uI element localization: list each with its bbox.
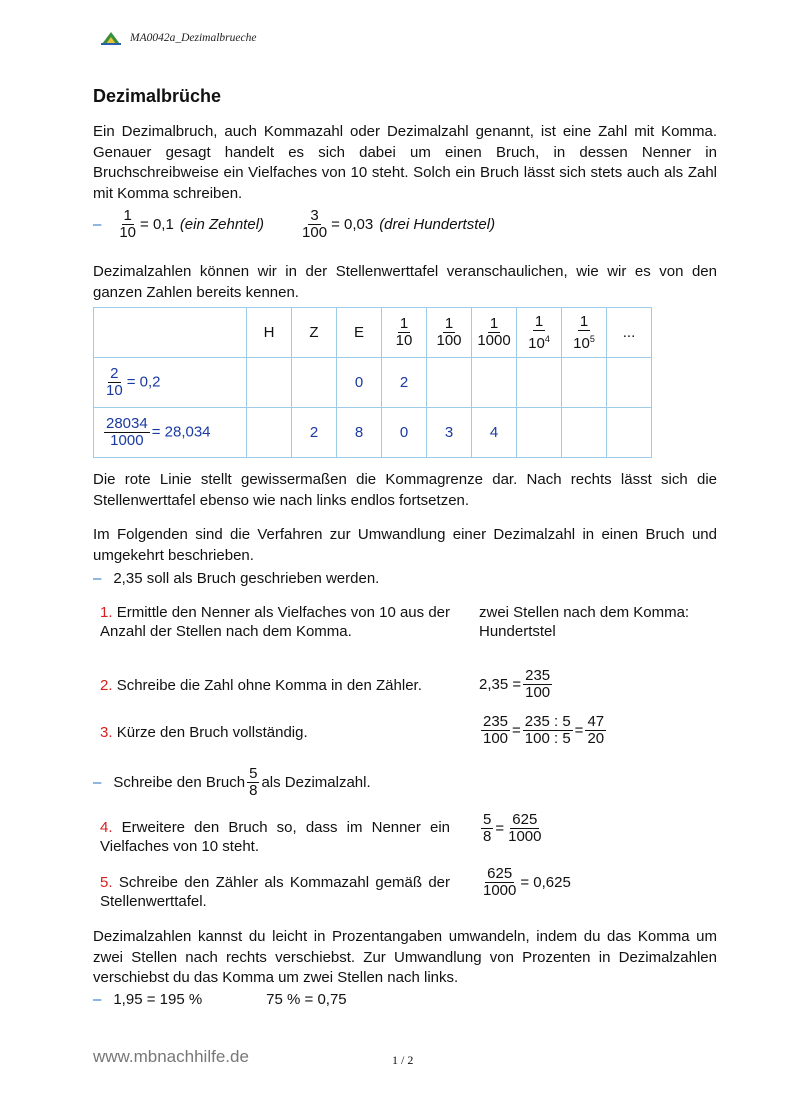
header-cell: $\frac{1}{10^4}$	[517, 308, 562, 358]
note: (ein Zehntel)	[179, 216, 265, 233]
step-3: 3. Kürze den Bruch vollständig.	[100, 724, 308, 741]
fraction: $\frac{3}{100}$	[302, 207, 328, 241]
page-number: 1 / 2	[392, 1053, 414, 1067]
header-cell: ...	[607, 308, 652, 358]
table-header-row	[94, 308, 652, 358]
step-5: 5. Schreibe den Zähler als Kommazahl gemäß der Stellenwerttafel.	[100, 874, 450, 910]
table-cell: 8	[337, 408, 382, 458]
table-cell	[562, 408, 607, 458]
intro-paragraph: Ein Dezimalbruch, auch Kommazahl oder Dezimalzahl genannt, ist eine Zahl mit Komma. Genauer gesagt handelt es sich dabei um einen Bruch, in dessen Nenner in Bruchschreibweise ein Vielfaches von 10 steht. Solch ein Bruch lässt sich stets auch als Zahl mit Komma schreiben.	[93, 123, 717, 202]
table-cell	[607, 358, 652, 408]
step-2-result: 2,35 = $\frac{235}{100}$	[479, 667, 551, 701]
percent-example: 1,95 = 195 %	[113, 991, 203, 1008]
step-3-result: $\frac{235}{100}$ = $\frac{235 : 5}{100 : 5}$ = $\frac{47}{20}$	[483, 713, 605, 747]
step-4-result: $\frac{5}{8}$ = $\frac{625}{1000}$	[483, 811, 542, 845]
table-row	[94, 408, 652, 458]
page-header	[100, 30, 256, 46]
header-cell: H	[247, 308, 292, 358]
after-table-paragraph: Die rote Linie stellt gewissermaßen die Kommagrenze dar. Nach rechts lässt sich die Stellenwerttafel ebenso wie nach links endlos fortsetzen.	[93, 471, 717, 509]
step-1: 1. Ermittle den Nenner als Vielfaches von 10 aus der Anzahl der Stellen nach dem Komma.	[100, 604, 451, 640]
example-fractions	[93, 208, 495, 241]
table-row	[94, 358, 652, 408]
task-text: 2,35 soll als Bruch geschrieben werden.	[113, 570, 380, 587]
header-cell: Z	[292, 308, 337, 358]
table-cell	[517, 408, 562, 458]
header-cell: E	[337, 308, 382, 358]
place-value-table	[93, 307, 652, 458]
header-cell: $\frac{1}{10}$	[382, 308, 427, 358]
table-cell: 0	[382, 408, 427, 458]
table-cell: 4	[472, 408, 517, 458]
step-2: 2. Schreibe die Zahl ohne Komma in den Zähler.	[100, 677, 422, 694]
row-label: $\frac{28034}{1000}$ = 28,034	[94, 408, 247, 458]
page-title: Dezimalbrüche	[93, 86, 222, 106]
table-cell	[517, 358, 562, 408]
value: = 0,03	[331, 216, 374, 233]
bullet-dash: –	[93, 216, 102, 233]
bullet-dash: –	[93, 774, 102, 791]
step-5-result: $\frac{625}{1000}$ = 0,625	[483, 865, 571, 899]
table-cell: 2	[292, 408, 337, 458]
bullet-dash: –	[93, 991, 102, 1008]
footer-url: www.mbnachhilfe.de	[93, 1047, 249, 1066]
task-2: – Schreibe den Bruch $\frac{5}{8}$ als Dezimalzahl.	[93, 765, 371, 799]
table-cell: 0	[337, 358, 382, 408]
row-label: $\frac{2}{10}$ = 0,2	[94, 358, 247, 408]
table-cell: 3	[427, 408, 472, 458]
table-cell: 2	[382, 358, 427, 408]
fraction: $\frac{1}{10}$	[119, 207, 137, 241]
table-cell	[247, 408, 292, 458]
procedure-intro: Im Folgenden sind die Verfahren zur Umwandlung einer Dezimalzahl in einen Bruch und umgekehrt beschrieben.	[93, 526, 717, 564]
table-cell	[472, 358, 517, 408]
table-intro: Dezimalzahlen können wir in der Stellenwerttafel veranschaulichen, wie wir es von den ganzen Zahlen bereits kennen.	[93, 263, 717, 301]
percent-paragraph: Dezimalzahlen kannst du leicht in Prozentangaben umwandeln, indem du das Komma um zwei Stellen nach rechts verschiebst. Zur Umwandlung von Prozenten in Dezimalzahlen verschiebst du das Komma um zwei Stellen nach links.	[93, 928, 717, 986]
table-cell	[562, 358, 607, 408]
doc-id: MA0042a_Dezimalbrueche	[130, 32, 257, 44]
header-cell: $\frac{1}{100}$	[427, 308, 472, 358]
table-cell	[292, 358, 337, 408]
step-4: 4. Erweitere den Bruch so, dass im Nenner ein Vielfaches von 10 steht.	[100, 819, 450, 855]
table-cell	[94, 308, 247, 358]
percent-examples	[93, 991, 347, 1008]
table-cell	[607, 408, 652, 458]
table-cell	[427, 358, 472, 408]
header-cell: $\frac{1}{10^5}$	[562, 308, 607, 358]
header-cell: $\frac{1}{1000}$	[472, 308, 517, 358]
value: = 0,1	[140, 216, 174, 233]
step-1-result: zwei Stellen nach dem Komma: Hundertstel	[479, 604, 690, 640]
bullet-dash: –	[93, 570, 102, 587]
logo-icon	[100, 30, 122, 46]
note: (drei Hundertstel)	[379, 216, 496, 233]
percent-example: 75 % = 0,75	[266, 991, 347, 1008]
table-cell	[247, 358, 292, 408]
task-1	[93, 570, 379, 587]
